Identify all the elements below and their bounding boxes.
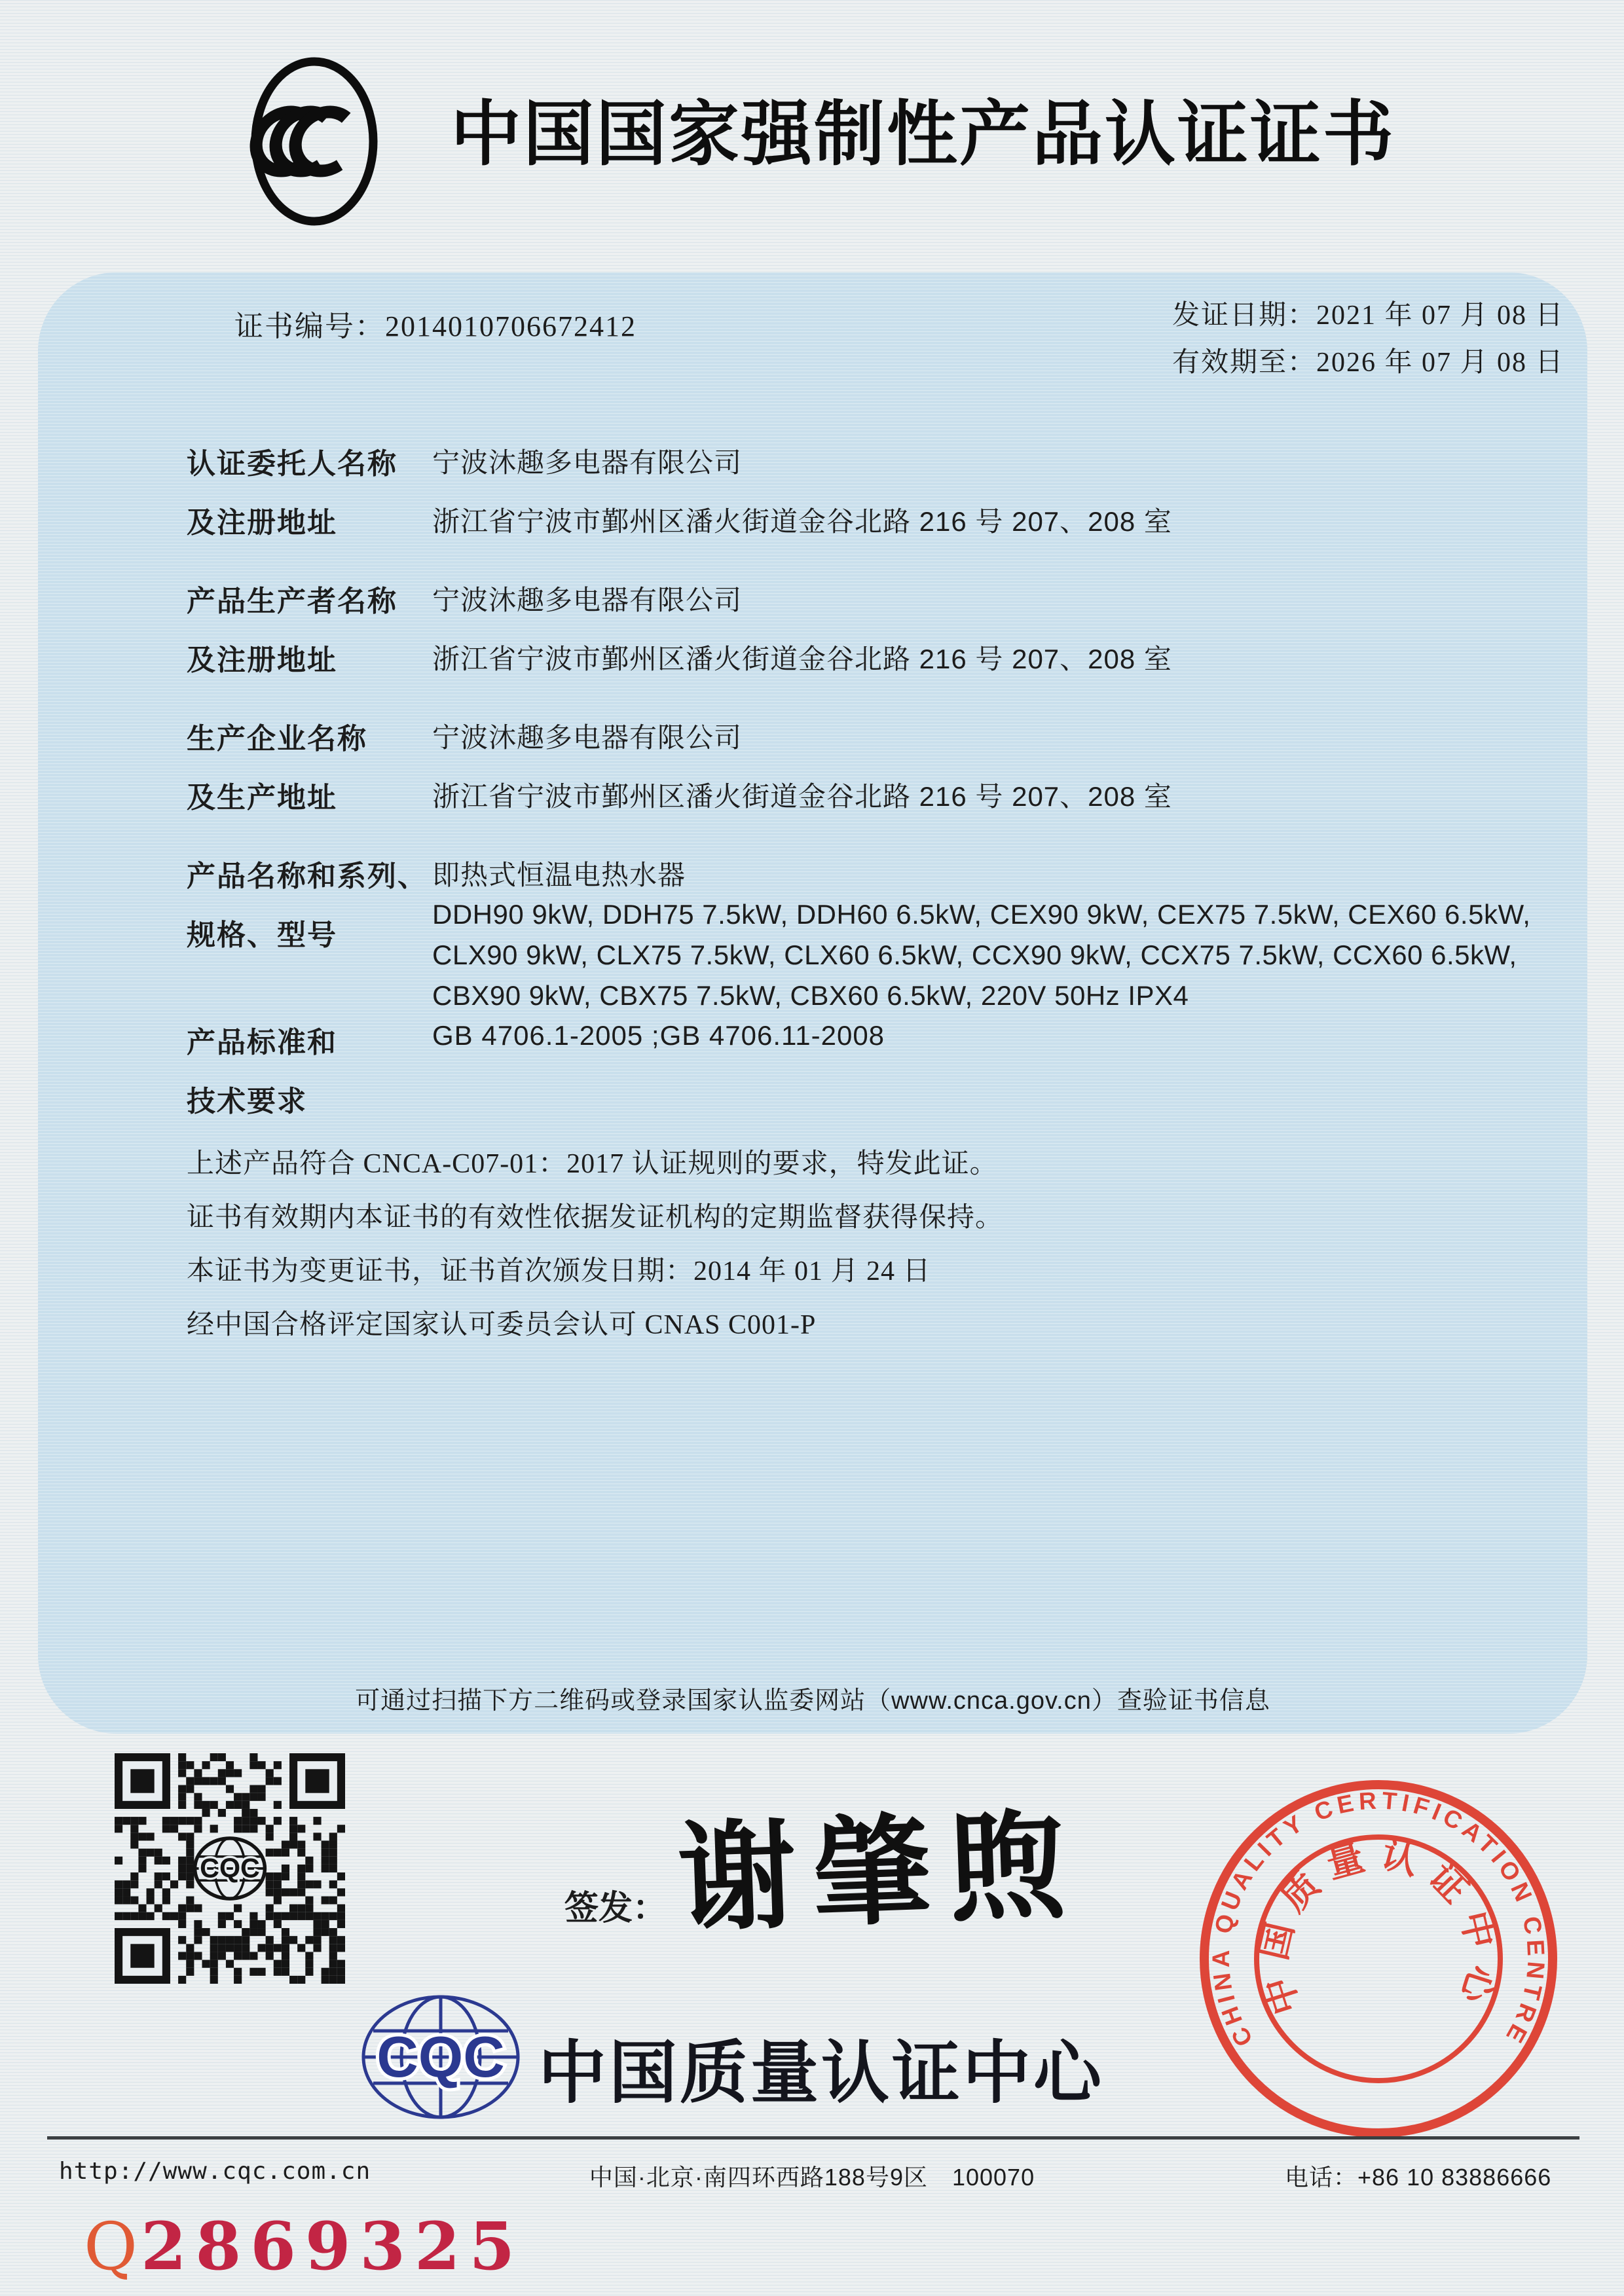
manufacturer-name-value: 宁波沐趣多电器有限公司 [432, 585, 743, 615]
cqc-logo-letters: CQC [377, 2024, 505, 2089]
statement-line-2: 证书有效期内本证书的有效性依据发证机构的定期监督获得保持。 [187, 1203, 1004, 1233]
standard-label: 产品标准和 [187, 1027, 337, 1059]
product-name-value: 即热式恒温电热水器 [432, 860, 686, 890]
certificate-number-row [234, 302, 637, 344]
expiry-date-row [1172, 340, 1564, 380]
svg-text:CQC: CQC [200, 1853, 260, 1884]
serial-number [84, 2208, 524, 2285]
cqc-globe-icon [359, 1993, 523, 2121]
factory-address-value: 浙江省宁波市鄞州区潘火街道金谷北路 216 号 207、208 室 [432, 781, 1172, 812]
qr-code [115, 1753, 345, 1984]
statement-line-4: 经中国合格评定国家认可委员会认可 CNAS C001-P [187, 1310, 817, 1340]
issue-date-value: 2021 年 07 月 08 日 [1316, 301, 1564, 331]
product-name-label: 产品名称和系列、 [187, 860, 428, 892]
product-model-label: 规格、型号 [187, 919, 337, 951]
footer-divider [47, 2136, 1579, 2140]
svg-text:中国质量认证中心 [1253, 1833, 1505, 2020]
footer-phone: 电话：+86 10 83886666 [1285, 2164, 1552, 2191]
statement-line-1: 上述产品符合 CNCA-C07-01：2017 认证规则的要求，特发此证。 [187, 1149, 998, 1179]
footer-website: http://www.cqc.com.cn [59, 2158, 371, 2185]
expiry-date-value: 2026 年 07 月 08 日 [1316, 348, 1564, 378]
certificate-number-label: 证书编号： [234, 310, 385, 342]
issue-date-label: 发证日期： [1172, 301, 1317, 331]
product-models-value: DDH90 9kW, DDH75 7.5kW, DDH60 6.5kW, CEX90 9kW, CEX75 7.5kW, CEX60 6.5kW, CLX90 9kW, CLX75 7.5kW, CLX60 6.5kW, CCX90 9kW, CCX75 7.5kW, CCX60 6.5kW, CBX90 9kW, CBX75 7.5kW, CBX60 6.5kW, 220V 50Hz IPX4 [432, 899, 1531, 1011]
expiry-date-label: 有效期至： [1172, 348, 1317, 378]
applicant-name-label: 认证委托人名称 [187, 448, 397, 480]
manufacturer-name-label: 产品生产者名称 [187, 585, 397, 617]
ccc-logo-icon [241, 52, 388, 230]
technical-requirement-label: 技术要求 [187, 1085, 307, 1118]
applicant-address-value: 浙江省宁波市鄞州区潘火街道金谷北路 216 号 207、208 室 [432, 506, 1172, 537]
manufacturer-address-label: 及注册地址 [187, 644, 337, 676]
certificate-number-value: 2014010706672412 [385, 310, 637, 342]
factory-address-label: 及生产地址 [187, 782, 337, 814]
signer-signature: 谢肇煦 [676, 1796, 1086, 1948]
qr-verification-note: 可通过扫描下方二维码或登录国家认监委网站（www.cnca.gov.cn）查验证书信息 [355, 1687, 1270, 1715]
issuer-name: 中国质量认证中心 [538, 2035, 1105, 2111]
serial-digits: 2869325 [141, 2208, 525, 2285]
footer-address: 中国·北京·南四环西路188号9区 100070 [589, 2164, 1035, 2191]
stamp-chinese-text: 中国质量认证中心 [1252, 1832, 1505, 2020]
factory-name-value: 宁波沐趣多电器有限公司 [432, 722, 743, 753]
page-title: 中国国家强制性产品认证证书 [451, 94, 1396, 173]
standard-value: GB 4706.1-2005 ;GB 4706.11-2008 [432, 1020, 885, 1051]
statement-line-3: 本证书为变更证书，证书首次颁发日期：2014 年 01 月 24 日 [187, 1256, 931, 1286]
signer-label: 签发： [564, 1890, 667, 1927]
manufacturer-address-value: 浙江省宁波市鄞州区潘火街道金谷北路 216 号 207、208 室 [432, 644, 1172, 674]
issue-date-row [1172, 293, 1564, 333]
serial-prefix: Q [84, 2208, 138, 2285]
applicant-name-value: 宁波沐趣多电器有限公司 [432, 447, 743, 478]
factory-name-label: 生产企业名称 [187, 723, 367, 755]
cqc-round-stamp [1189, 1769, 1568, 2149]
stamp-english-text: CHINA QUALITY CERTIFICATION CENTRE [1207, 1787, 1550, 2051]
applicant-address-label: 及注册地址 [187, 507, 337, 539]
